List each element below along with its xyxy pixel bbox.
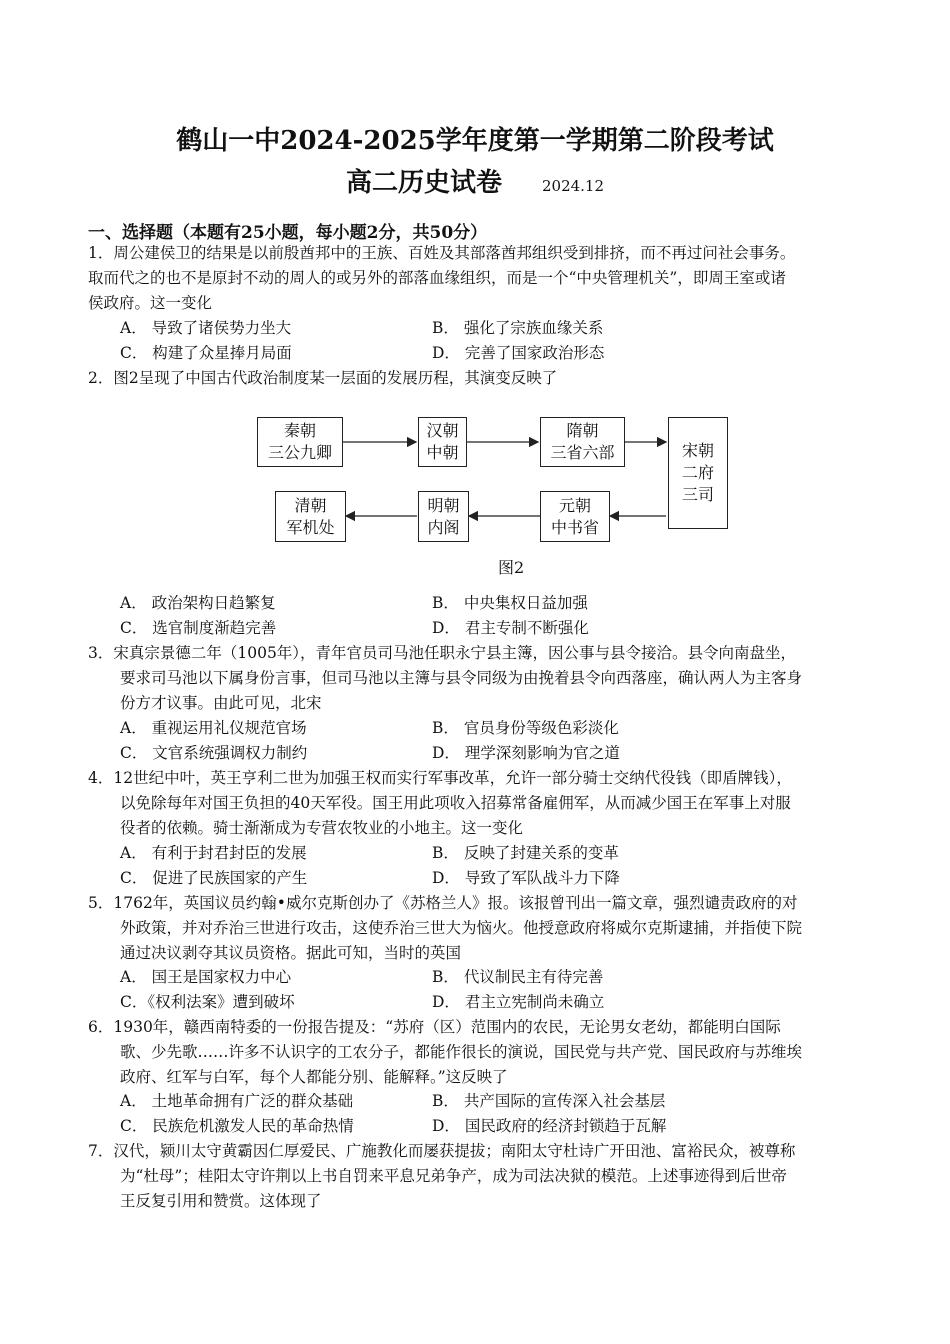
question-text-line: 5．1762年，英国议员约翰•威尔克斯创办了《苏格兰人》报。该报曾刊出一篇文章，强烈谴责政府的对 — [88, 894, 798, 912]
box-qing: 清朝 军机处 — [275, 491, 346, 542]
option-c: C．《权利法案》遭到破坏 — [120, 993, 295, 1011]
option-c: C． 民族危机激发人民的革命热情 — [120, 1117, 354, 1135]
option-a: A． 政治架构日趋繁复 — [120, 594, 276, 612]
section-heading: 一、选择题（本题有25小题，每小题2分，共50分） — [88, 223, 488, 243]
option-d: D． 君主立宪制尚未确立 — [432, 993, 605, 1011]
option-d: D． 导致了军队战斗力下降 — [432, 869, 620, 887]
option-b: B． 中央集权日益加强 — [432, 594, 588, 612]
option-b: B． 强化了宗族血缘关系 — [432, 319, 604, 337]
exam-title: 鹤山一中2024-2025学年度第一学期第二阶段考试 — [176, 126, 774, 156]
question-text-line: 份方才议事。由此可见，北宋 — [120, 694, 322, 712]
question-text-line: 役者的依赖。骑士渐渐成为专营农牧业的小地主。这一变化 — [120, 819, 524, 837]
option-c: C． 选官制度渐趋完善 — [120, 619, 277, 637]
box-qin: 秦朝 三公九卿 — [257, 417, 343, 467]
question-text-line: 歌、少先歌……许多不认识字的工农分子，都能作很长的演说，国民党与共产党、国民政府与苏维埃 — [120, 1043, 803, 1061]
question-text-line: 7．汉代，颍川太守黄霸因仁厚爱民、广施教化而屡获提拔；南阳太守杜诗广开田池、富裕民众，被尊称 — [88, 1142, 796, 1160]
box-yuan: 元朝 中书省 — [540, 491, 610, 542]
question-text-line: 2．图2呈现了中国古代政治制度某一层面的发展历程，其演变反映了 — [88, 369, 558, 387]
box-sui: 隋朝 三省六部 — [540, 417, 625, 467]
option-b: B． 共产国际的宣传深入社会基层 — [432, 1092, 666, 1110]
question-text-line: 外政策，并对乔治三世进行攻击，这使乔治三世大为恼火。他授意政府将威尔克斯逮捕，并指使下院 — [120, 919, 803, 937]
question-3 — [88, 641, 860, 716]
question-5 — [88, 891, 860, 966]
question-6 — [88, 1015, 860, 1090]
option-a: A． 土地革命拥有广泛的群众基础 — [120, 1092, 354, 1110]
question-text-line: 3．宋真宗景德二年（1005年），青年官员司马池任职永宁县主簿，因公事与县令接洽。县令向南盘坐， — [88, 644, 797, 662]
question-4 — [88, 766, 860, 841]
box-song: 宋朝 二府 三司 — [668, 417, 728, 529]
option-d: D． 君主专制不断强化 — [432, 619, 589, 637]
box-han: 汉朝 中朝 — [418, 417, 467, 467]
option-a: A． 导致了诸侯势力坐大 — [120, 319, 292, 337]
option-a: A． 有利于封君封臣的发展 — [120, 844, 307, 862]
question-text-line: 通过决议剥夺其议员资格。据此可知，当时的英国 — [120, 944, 462, 962]
option-c: C． 文官系统强调权力制约 — [120, 744, 308, 762]
question-text-line: 王反复引用和赞赏。这体现了 — [120, 1192, 322, 1210]
option-d: D． 完善了国家政治形态 — [432, 344, 605, 362]
question-text-line: 为“杜母”；桂阳太守许荆以上书自罚来平息兄弟争产，成为司法决狱的模范。上述事迹得到后世帝 — [120, 1167, 787, 1185]
option-c: C． 构建了众星捧月局面 — [120, 344, 292, 362]
option-b: B． 代议制民主有待完善 — [432, 968, 604, 986]
option-b: B． 官员身份等级色彩淡化 — [432, 719, 619, 737]
question-text-line: 1．周公建侯卫的结果是以前殷酋邦中的王族、百姓及其部落酋邦组织受到排挤，而不再过问社会事务。 — [88, 244, 796, 262]
box-ming: 明朝 内阁 — [418, 491, 469, 542]
question-text-line: 4．12世纪中叶，英王亨利二世为加强王权而实行军事改革，允许一部分骑士交纳代役钱（即盾牌钱）， — [88, 769, 792, 787]
question-2 — [88, 366, 860, 391]
exam-subtitle: 高二历史试卷 — [345, 168, 502, 198]
question-text-line: 6．1930年，赣西南特委的一份报告提及：“苏府（区）范围内的农民，无论男女老幼，都能明白国际 — [88, 1018, 781, 1036]
option-c: C． 促进了民族国家的产生 — [120, 869, 308, 887]
question-text-line: 政府、红军与白军，每个人都能分别、能解释。”这反映了 — [120, 1068, 508, 1086]
question-text-line: 侯政府。这一变化 — [88, 294, 213, 312]
question-text-line: 要求司马池以下属身份言事，但司马池以主簿与县令同级为由挽着县令向西落座，确认两人为主客身 — [120, 669, 803, 687]
option-b: B． 反映了封建关系的变革 — [432, 844, 619, 862]
option-d: D． 理学深刻影响为官之道 — [432, 744, 620, 762]
exam-date: 2024.12 — [541, 177, 605, 195]
option-a: A． 国王是国家权力中心 — [120, 968, 292, 986]
question-text-line: 取而代之的也不是原封不动的周人的或另外的部落血缘组织，而是一个“中央管理机关”，即周王室或诸 — [88, 269, 786, 287]
option-d: D． 国民政府的经济封锁趋于瓦解 — [432, 1117, 667, 1135]
option-a: A． 重视运用礼仪规范官场 — [120, 719, 307, 737]
question-text-line: 以免除每年对国王负担的40天军役。国王用此项收入招募常备雇佣军，从而减少国王在军事上对服 — [120, 794, 791, 812]
question-7 — [88, 1139, 860, 1214]
question-1 — [88, 241, 860, 316]
exam-subtitle-row — [0, 162, 950, 199]
figure-caption: 图2 — [498, 558, 525, 577]
